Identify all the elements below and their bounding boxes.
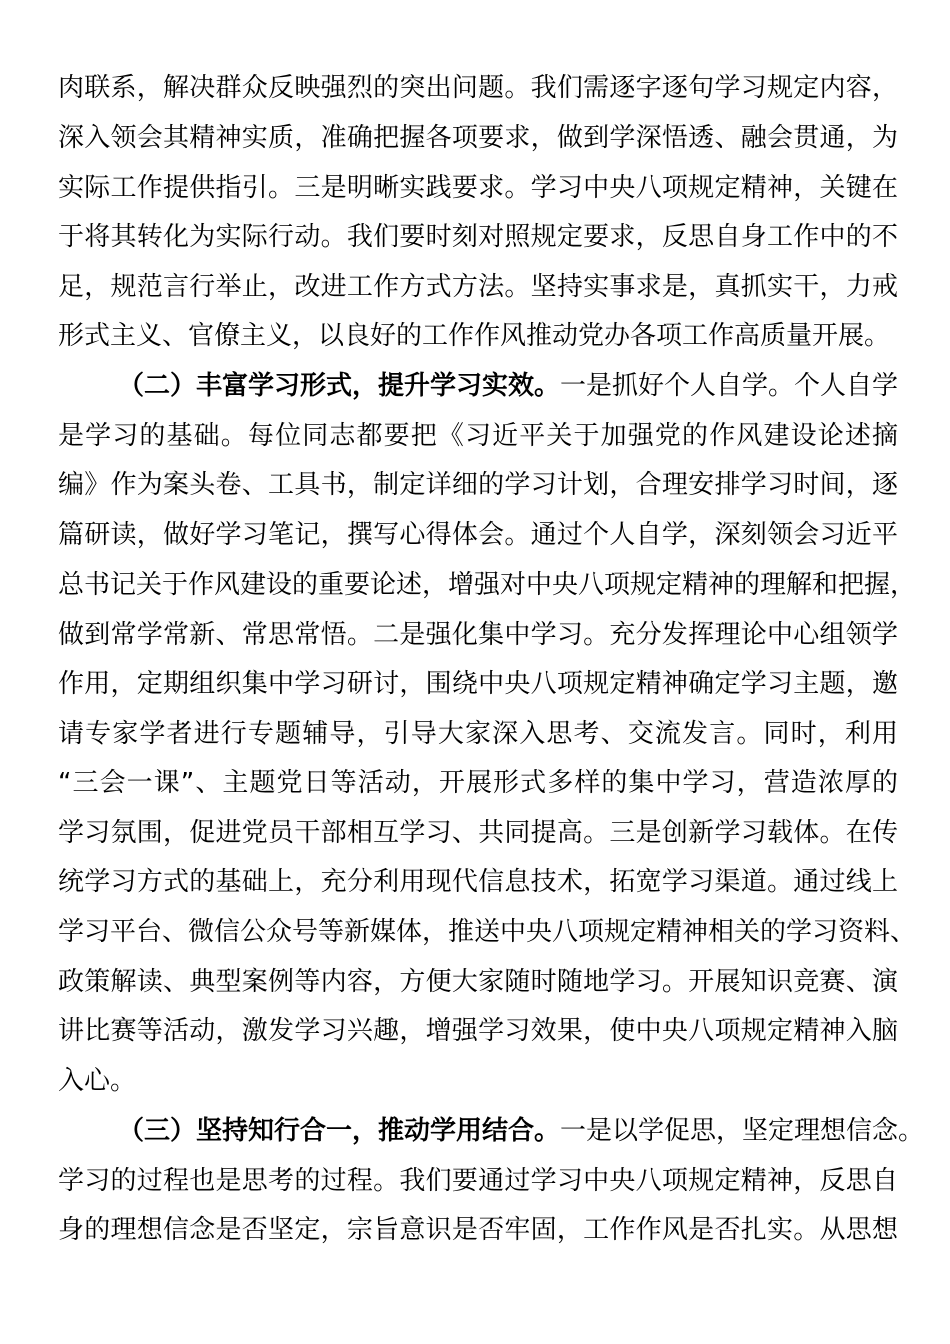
text-line: “三会一课”、主题党日等活动，开展形式多样的集中学习，营造浓厚的 [58, 768, 898, 798]
text-line: 学习的过程也是思考的过程。我们要通过学习中央八项规定精神，反思自 [58, 1166, 898, 1196]
text-line: 篇研读，做好学习笔记，撰写心得体会。通过个人自学，深刻领会习近平 [58, 520, 898, 550]
text-line: 肉联系，解决群众反映强烈的突出问题。我们需逐字逐句学习规定内容， [58, 73, 898, 103]
text-run: 一是以学促思，坚定理想信念。 [560, 1116, 925, 1146]
section-heading-line [118, 1106, 925, 1156]
text-line: 足，规范言行举止，改进工作方式方法。坚持实事求是，真抓实干，力戒 [58, 272, 898, 302]
text-run: 一是抓好个人自学。个人自学 [560, 371, 899, 401]
text-line: 学习氛围，促进党员干部相互学习、共同提高。三是创新学习载体。在传 [58, 818, 898, 848]
section-heading-line [118, 361, 898, 411]
text-line: 编》作为案头卷、工具书，制定详细的学习计划，合理安排学习时间，逐 [58, 470, 898, 500]
text-line: 实际工作提供指引。三是明晰实践要求。学习中央八项规定精神，关键在 [58, 173, 898, 203]
text-line: 身的理想信念是否坚定，宗旨意识是否牢固，工作作风是否扎实。从思想 [58, 1215, 898, 1245]
section-heading-2: （二）丰富学习形式，提升学习实效。 [118, 371, 561, 401]
text-line: 深入领会其精神实质，准确把握各项要求，做到学深悟透、融会贯通，为 [58, 123, 898, 153]
text-line: 请专家学者进行专题辅导，引导大家深入思考、交流发言。同时，利用 [58, 719, 898, 749]
text-line: 作用，定期组织集中学习研讨，围绕中央八项规定精神确定学习主题，邀 [58, 669, 898, 699]
text-line: 做到常学常新、常思常悟。二是强化集中学习。充分发挥理论中心组领学 [58, 620, 898, 650]
text-line: 统学习方式的基础上，充分利用现代信息技术，拓宽学习渠道。通过线上 [58, 867, 898, 897]
text-line: 学习平台、微信公众号等新媒体，推送中央八项规定精神相关的学习资料、 [58, 917, 917, 947]
text-line: 总书记关于作风建设的重要论述，增强对中央八项规定精神的理解和把握， [58, 570, 917, 600]
text-line: 于将其转化为实际行动。我们要时刻对照规定要求，反思自身工作中的不 [58, 222, 898, 252]
text-line: 讲比赛等活动，激发学习兴趣，增强学习效果，使中央八项规定精神入脑 [58, 1016, 898, 1046]
text-line: 是学习的基础。每位同志都要把《习近平关于加强党的作风建设论述摘 [58, 421, 898, 451]
section-heading-3: （三）坚持知行合一，推动学用结合。 [118, 1116, 561, 1146]
text-line: 政策解读、典型案例等内容，方便大家随时随地学习。开展知识竞赛、演 [58, 967, 898, 997]
text-line: 入心。 [58, 1066, 137, 1096]
text-line: 形式主义、官僚主义，以良好的工作作风推动党办各项工作高质量开展。 [58, 321, 891, 351]
